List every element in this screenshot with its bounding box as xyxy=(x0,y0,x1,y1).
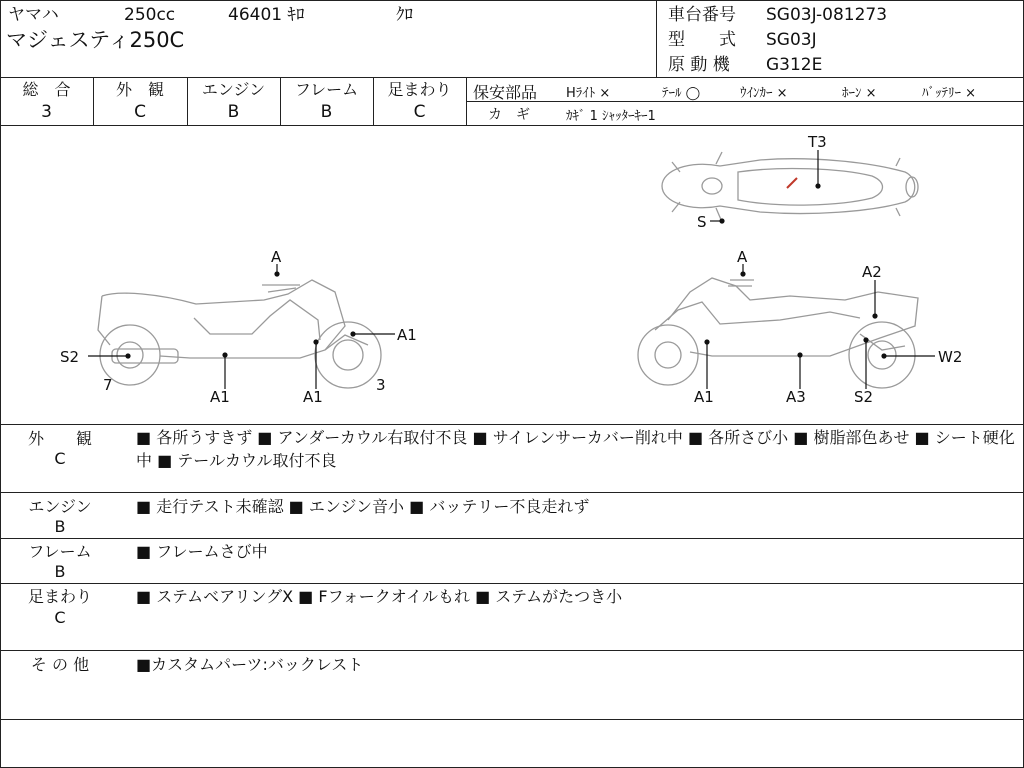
diagram-label: W2 xyxy=(938,348,963,366)
diagram-label: A1 xyxy=(694,388,714,406)
diagram-label: S xyxy=(697,213,707,231)
safety-headlight: Hﾗｲﾄ × xyxy=(566,86,611,101)
color: ｸﾛ xyxy=(396,5,413,25)
rule xyxy=(0,492,1024,493)
overall-grade: 3 xyxy=(41,102,52,122)
diagram-label: A xyxy=(737,248,748,266)
engine-grade-label: エンジン xyxy=(201,80,266,99)
frame-section-label: フレーム xyxy=(28,542,92,561)
engine-value: G312E xyxy=(766,55,823,75)
exterior-label: 外 観 xyxy=(115,80,164,99)
exterior-grade: C xyxy=(134,102,146,122)
diagram-label: A1 xyxy=(210,388,230,406)
other-section-label: そ の 他 xyxy=(30,655,90,674)
mileage: 46401 ｷﾛ xyxy=(228,5,305,25)
type-label: 型 式 xyxy=(668,30,736,50)
type-value: SG03J xyxy=(766,30,817,50)
frame-remarks: ■ フレームさび中 xyxy=(136,542,268,561)
rule xyxy=(0,719,1024,720)
suspension-grade: C xyxy=(413,102,426,122)
key-value: ｶｷﾞ 1 ｼｬｯﾀｰｷｰ1 xyxy=(566,109,656,124)
key-label: カ ギ xyxy=(488,107,530,123)
diagram-label: A2 xyxy=(862,263,882,281)
safety-horn: ﾎｰﾝ × xyxy=(842,86,877,101)
rule xyxy=(0,77,1024,78)
displacement: 250cc xyxy=(124,5,176,25)
chassis-label: 車台番号 xyxy=(668,5,736,25)
diagram-label: S2 xyxy=(854,388,874,406)
exterior-section-grade: C xyxy=(54,449,66,468)
diagram-label: 7 xyxy=(103,376,113,394)
chassis-value: SG03J-081273 xyxy=(766,5,888,25)
engine-remarks: ■ 走行テスト未確認 ■ エンジン音小 ■ バッテリー不良走れず xyxy=(136,497,590,516)
diagram-label: T3 xyxy=(808,133,827,151)
damage-diagram xyxy=(0,126,1024,424)
diagram-label: A xyxy=(271,248,282,266)
rule xyxy=(0,583,1024,584)
diagram-label: S2 xyxy=(60,348,80,366)
diagram-label: A1 xyxy=(303,388,323,406)
exterior-section-label: 外 観 xyxy=(27,429,92,448)
diagram-label: A1 xyxy=(397,326,417,344)
safety-battery: ﾊﾞｯﾃﾘｰ × xyxy=(922,86,977,101)
suspension-section-grade: C xyxy=(54,608,66,627)
model-name: マジェスティ250C xyxy=(6,28,185,52)
engine-label: 原 動 機 xyxy=(668,55,730,75)
safety-tail: ﾃｰﾙ ◯ xyxy=(662,86,701,101)
other-remarks: ■カスタムパーツ:バックレスト xyxy=(136,655,364,674)
suspension-grade-label: 足まわり xyxy=(387,80,452,99)
diagram-label: 3 xyxy=(376,376,386,394)
rule xyxy=(466,101,1024,102)
rule xyxy=(0,538,1024,539)
engine-section-label: エンジン xyxy=(28,497,92,516)
rule xyxy=(0,650,1024,651)
diagram-label: A3 xyxy=(786,388,806,406)
safety-winker: ｳｲﾝｶｰ × xyxy=(740,86,788,101)
header-divider xyxy=(656,0,657,77)
frame-section-grade: B xyxy=(54,562,66,581)
overall-label: 総 合 xyxy=(22,80,71,99)
exterior-remarks: ■ 各所うすきず ■ アンダーカウル右取付不良 ■ サイレンサーカバー削れ中 ■ 各所さび小 ■ 樹脂部色あせ ■ シート硬化中 ■ テールカウル取付不良 xyxy=(136,428,1015,470)
maker: ヤマハ xyxy=(8,5,59,25)
frame-grade-label: フレーム xyxy=(294,80,359,99)
engine-grade: B xyxy=(227,102,240,122)
suspension-remarks: ■ ステムベアリングX ■ Fフォークオイルもれ ■ ステムがたつき小 xyxy=(136,587,623,606)
suspension-section-label: 足まわり xyxy=(27,587,92,606)
safety-title: 保安部品 xyxy=(473,83,538,102)
engine-section-grade: B xyxy=(54,517,66,536)
frame-grade: B xyxy=(320,102,333,122)
rule xyxy=(0,424,1024,425)
